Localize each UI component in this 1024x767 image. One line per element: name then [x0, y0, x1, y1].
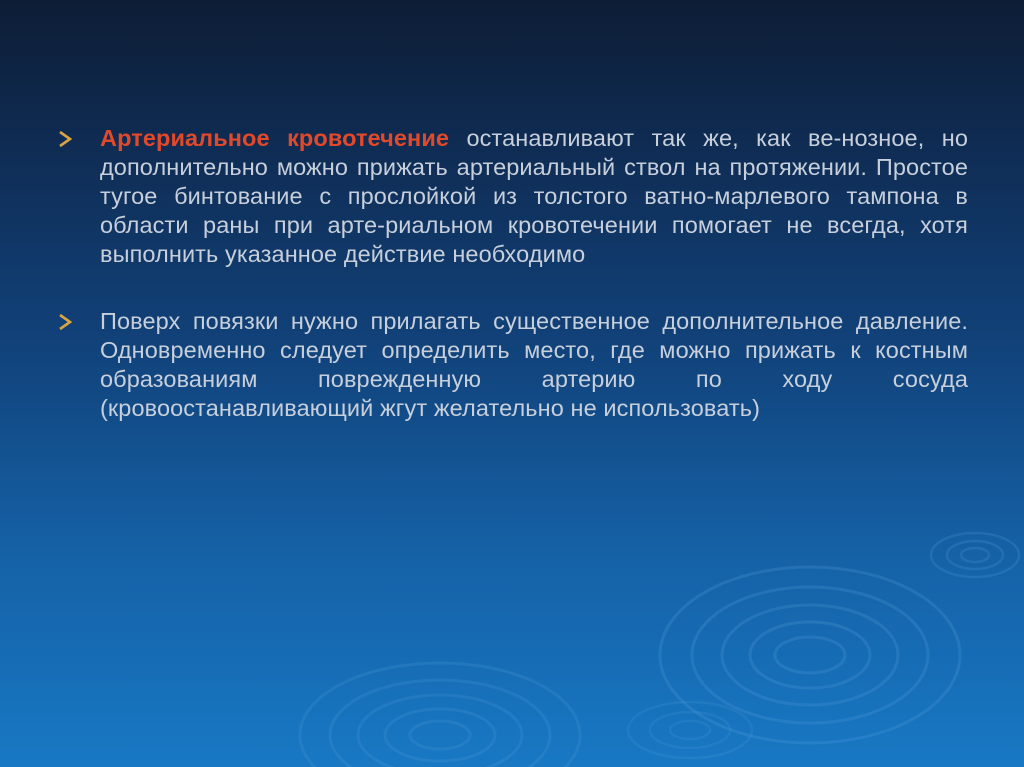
ripple-ring: [358, 695, 522, 767]
chevron-right-icon: [58, 130, 74, 148]
bullet-item: [58, 307, 968, 423]
bullet-item: [58, 124, 968, 269]
highlighted-term: Артериальное кровотечение: [100, 125, 450, 151]
ripple-ring: [385, 709, 495, 761]
bullet-text: [100, 307, 968, 423]
ripple-ring: [947, 541, 1003, 569]
ripple-ring: [722, 605, 898, 705]
ripple-ring: [660, 567, 960, 743]
ripple-ring: [650, 712, 730, 748]
ripple-ring: [670, 721, 710, 739]
ripple-ring: [961, 548, 989, 562]
ripple-ring: [750, 622, 870, 688]
ripple-ring: [692, 587, 928, 723]
ripple-ring: [931, 533, 1019, 577]
chevron-right-icon: [58, 313, 74, 331]
bullet-body: останавливают так же, как ве-нозное, но дополнительно можно прижать артериальный ствол на протяжении. Простое тугое бинтование с прослойкой из толстого ватно-марлевого тампона в области раны при арте-риальном кровотечении помогает не всегда, хотя выполнить указанное действие необходимо: [100, 125, 968, 267]
ripple-ring: [775, 637, 845, 673]
ripple-ring: [410, 721, 470, 749]
bullet-body: Поверх повязки нужно прилагать существенное дополнительное давление. Одновременно следует определить место, где можно прижать к костным образованиям поврежденную артерию по ходу сосуда (кровоостанавливающий жгут желательно не использовать): [100, 308, 968, 421]
bullet-list: [58, 124, 968, 461]
bullet-text: [100, 124, 968, 269]
